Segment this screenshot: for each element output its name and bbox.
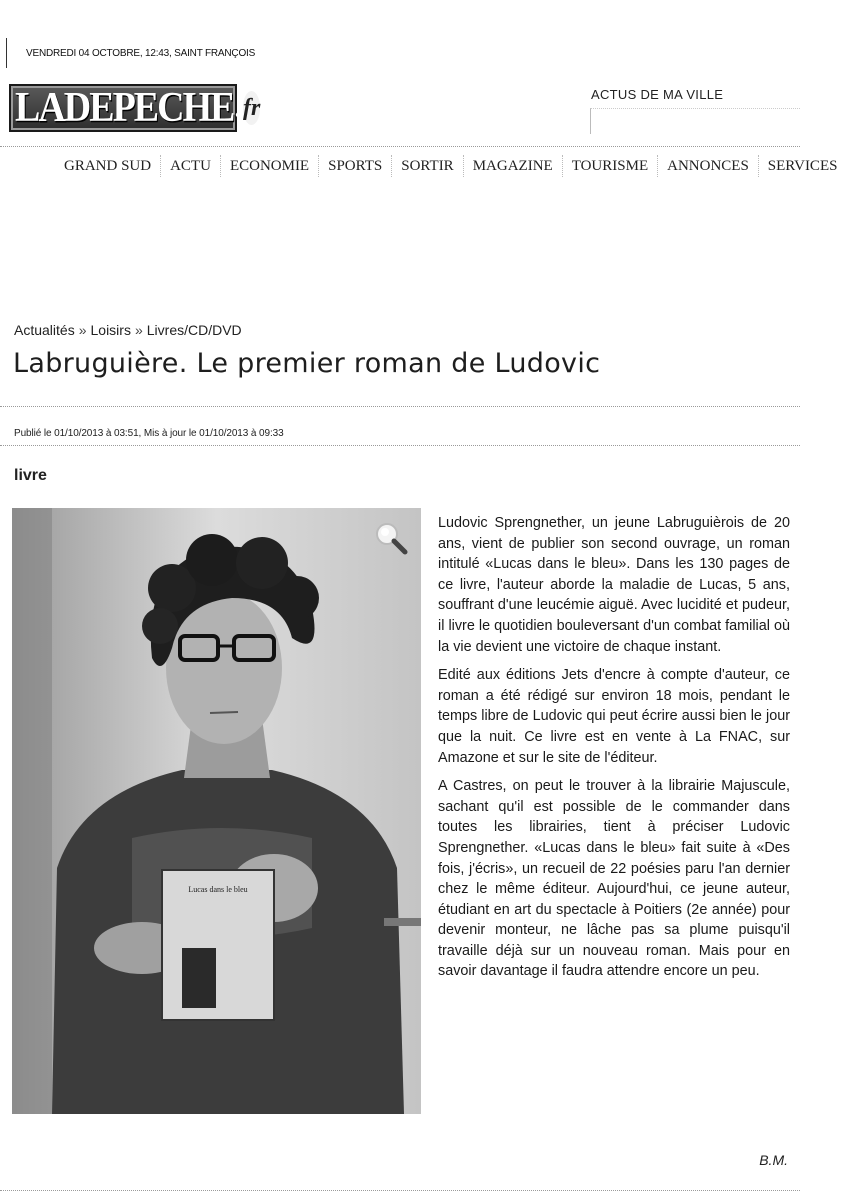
nav-item-actu[interactable]: ACTU <box>160 155 220 177</box>
article-kicker: livre <box>14 467 47 484</box>
nav-item-grand-sud[interactable]: GRAND SUD <box>64 158 152 174</box>
article-paragraph: Edité aux éditions Jets d'encre à compte d'auteur, ce roman a été rédigé sur environ 18 mois, pendant le temps libre de Ludovic qui peut écrire aussi bien le jour que la nuit. Ce livre est en vente à La FNAC, sur Amazone et sur le site de l'éditeur. <box>438 667 790 766</box>
actus-ville-label: ACTUS DE MA VILLE <box>591 87 724 102</box>
logo-wordmark: LADEPECHE <box>15 84 234 132</box>
nav-item-economie[interactable]: ECONOMIE <box>220 155 318 177</box>
breadcrumb-separator: » <box>134 322 143 338</box>
nav-item-annonces[interactable]: ANNONCES <box>657 155 758 177</box>
logo-dot: . <box>234 91 242 124</box>
actus-ville-field[interactable] <box>590 108 800 134</box>
magnifier-icon[interactable] <box>372 519 410 557</box>
footer-divider <box>0 1190 800 1191</box>
main-nav <box>46 155 846 177</box>
nav-item-services[interactable]: SERVICES <box>758 155 846 177</box>
breadcrumb-item-loisirs[interactable]: Loisirs <box>90 322 131 338</box>
breadcrumb-item-actualites[interactable]: Actualités <box>14 322 75 338</box>
nav-item-sports[interactable]: SPORTS <box>318 155 391 177</box>
dateline: VENDREDI 04 OCTOBRE, 12:43, SAINT FRANÇOIS <box>26 48 256 59</box>
book-cover-title: Lucas dans le bleu <box>188 885 248 894</box>
article-photo[interactable] <box>12 508 421 1114</box>
publish-date: Publié le 01/10/2013 à 03:51, Mis à jour le 01/10/2013 à 09:33 <box>14 428 284 439</box>
site-logo[interactable] <box>9 84 261 132</box>
meta-divider <box>0 445 800 446</box>
dateline-rule <box>6 38 7 68</box>
logo-tld: fr <box>243 91 260 125</box>
breadcrumb-separator: » <box>78 322 87 338</box>
article-paragraph: Ludovic Sprengnether, un jeune Labruguièrois de 20 ans, vient de publier son second ouvrage, un roman intitulé «Lucas dans le bleu». Dans les 130 pages de ce livre, l'auteur aborde la maladie de Lucas, 5 ans, souffrant d'une leucémie aiguë. Avec lucidité et pudeur, il livre le quotidien bouleversant d'un combat familial où la vie devient une victoire de chaque instant. <box>438 515 790 655</box>
breadcrumb-item-livres[interactable]: Livres/CD/DVD <box>146 322 242 338</box>
article-body <box>438 513 790 990</box>
nav-item-tourisme[interactable]: TOURISME <box>562 155 657 177</box>
article-title: Labruguière. Le premier roman de Ludovic <box>13 348 601 379</box>
header-divider <box>0 146 800 147</box>
author-signature: B.M. <box>759 1152 788 1168</box>
nav-item-magazine[interactable]: MAGAZINE <box>463 155 562 177</box>
article-paragraph: A Castres, on peut le trouver à la librairie Majuscule, sachant qu'il est possible de le commander dans toutes les librairies, tient à préciser Ludovic Sprengnether. «Lucas dans le bleu» fait suite à «Des fois, j'écris», un recueil de 22 poésies paru l'an dernier chez le même éditeur. Aujourd'hui, ce jeune auteur, étudiant en art du spectacle à Poitiers (2e année) pour devenir monteur, ne lâche pas sa plume puisqu'il travaille déjà sur un nouveau roman. Mais pour en savoir davantage il faudra attendre encore un peu. <box>438 778 790 980</box>
breadcrumb <box>14 322 242 338</box>
nav-item-sortir[interactable]: SORTIR <box>391 155 462 177</box>
title-divider <box>0 406 800 407</box>
